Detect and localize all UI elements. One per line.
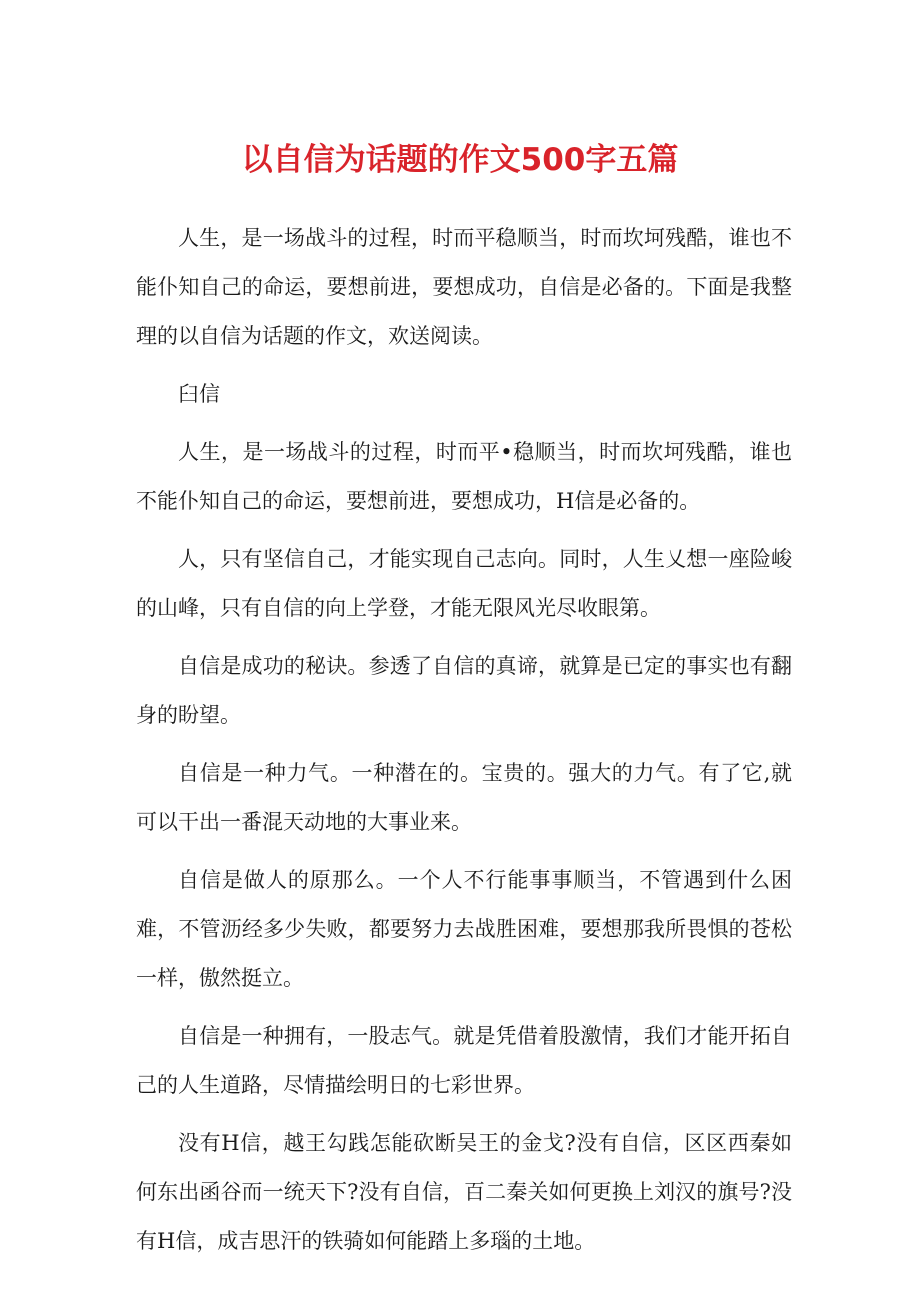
paragraph: 自信是一种拥有，一股志气。就是凭借着股激情，我们才能开拓自己的人生道路，尽情描绘明日的七彩世界。 [136,1024,792,1097]
paragraph: 人生，是一场战斗的过程，时而平•稳顺当，时而坎坷残酷，谁也不能仆知自己的命运，要想前进，要想成功，H信是必备的。 [136,440,792,513]
paragraph: 自信是做人的原那么。一个人不行能事事顺当，不管遇到什么困难，不管沥经多少失败，都要努力去战胜困难，要想那我所畏惧的苍松一样，傲然挺立。 [136,868,792,990]
paragraph-subheading: 臼信 [178,382,220,406]
paragraph: 自信是成功的秘诀。参透了自信的真谛，就算是已定的事实也有翻身的盼望。 [136,654,792,727]
paragraph-intro: 人生，是一场战斗的过程，时而平稳顺当，时而坎坷残酷，谁也不能仆知自己的命运，要想前进，要想成功，自信是必备的。下面是我整理的以自信为话题的作文，欢送阅读。 [136,226,792,348]
paragraph: 人，只有坚信自己，才能实现自己志向。同时，人生乂想一座险峻的山峰，只有自信的向上学登，才能无限风光尽收眼第。 [136,547,792,620]
paragraph: 自信是一种力气。一种潜在的。宝贵的。强大的力气。有了它,就可以干出一番混天动地的大事业来。 [136,761,792,834]
paragraph: 没有H信，越王勾践怎能砍断吴王的金戈?没有自信，区区西秦如何东出函谷而一统天下?没有自信，百二秦关如何更换上刘汉的旗号?没有H信，成吉思汗的铁骑如何能踏上多瑙的土地。 [136,1131,792,1253]
document-title: 以自信为话题的作文500字五篇 [241,142,679,178]
document-body [136,214,792,1275]
